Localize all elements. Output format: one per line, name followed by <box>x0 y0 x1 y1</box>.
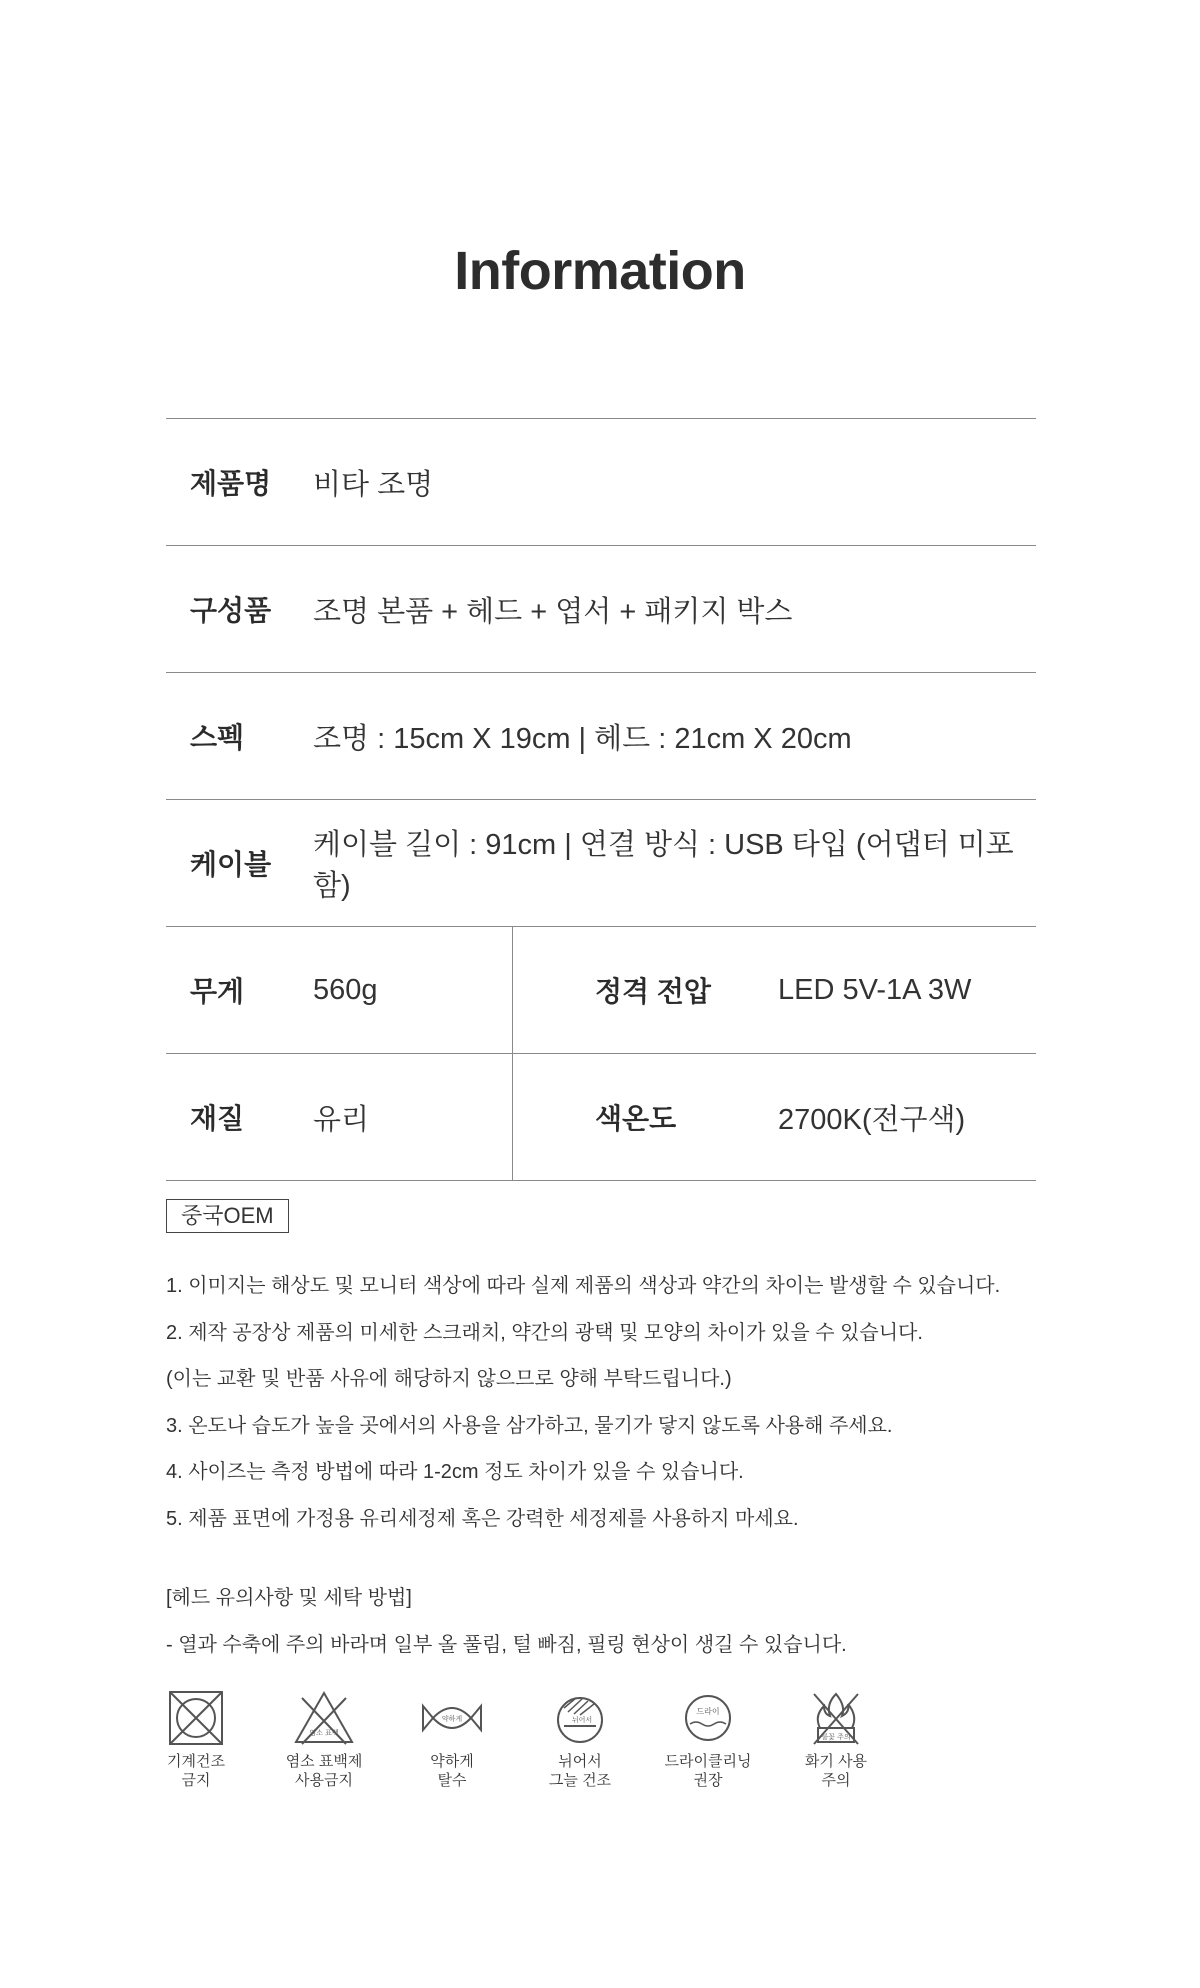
care-item-gentle-wring <box>387 1690 517 1790</box>
icon-inner-text: 불꽃 주의 <box>821 1733 851 1741</box>
care-item-dry-clean <box>643 1690 773 1790</box>
note-item: 2. 제작 공장상 제품의 미세한 스크래치, 약간의 광택 및 모양의 차이가 있을 수 있습니다. <box>166 1321 923 1344</box>
column-divider <box>512 1054 513 1180</box>
column-divider <box>512 927 513 1053</box>
care-item-no-bleach <box>259 1690 389 1790</box>
care-label-line2: 탈수 <box>437 1772 467 1789</box>
care-label-line1: 드라이클리닝 <box>664 1753 752 1770</box>
spec-value: 조명 본품 + 헤드 + 엽서 + 패키지 박스 <box>313 595 793 628</box>
care-label-line1: 염소 표백제 <box>285 1753 363 1770</box>
icon-inner-text: 뉘어서 <box>571 1716 593 1724</box>
spec-label: 무게 <box>190 976 245 1007</box>
note-item: 3. 온도나 습도가 높을 곳에서의 사용을 삼가하고, 물기가 닿지 않도록 사용해 주세요. <box>166 1414 893 1437</box>
care-item-fire-caution <box>771 1690 901 1790</box>
spec-row-product-name <box>166 419 1036 546</box>
care-label-line1: 기계건조 <box>167 1753 225 1770</box>
care-label-line2: 사용금지 <box>295 1772 353 1789</box>
spec-label: 구성품 <box>190 595 272 626</box>
flat-shade-dry-icon <box>550 1690 610 1746</box>
dry-clean-icon <box>678 1690 738 1746</box>
spec-value: 비타 조명 <box>313 468 434 501</box>
care-item-no-tumble-dry <box>131 1690 261 1790</box>
spec-value: 2700K(전구색) <box>778 1103 966 1136</box>
spec-value: 조명 : 15cm X 19cm | 헤드 : 21cm X 20cm <box>313 722 852 755</box>
spec-row-material-color-temp <box>166 1054 1036 1181</box>
note-item: 4. 사이즈는 측정 방법에 따라 1-2cm 정도 차이가 있을 수 있습니다. <box>166 1461 744 1483</box>
spec-row-weight-voltage <box>166 927 1036 1054</box>
care-item-flat-shade-dry <box>515 1690 645 1790</box>
note-item: (이는 교환 및 반품 사유에 해당하지 않으므로 양해 부탁드립니다.) <box>166 1368 732 1390</box>
spec-label: 스펙 <box>190 722 245 753</box>
note-item: 5. 제품 표면에 가정용 유리세정제 혹은 강력한 세정제를 사용하지 마세요. <box>166 1507 799 1530</box>
icon-inner-text: 약하게 <box>441 1715 463 1723</box>
spec-label: 색온도 <box>595 1103 677 1134</box>
head-care-title: [헤드 유의사항 및 세탁 방법] <box>166 1587 412 1609</box>
icon-inner-text: 드라이 <box>696 1707 720 1716</box>
spec-row-size <box>166 673 1036 800</box>
origin-badge: 중국OEM <box>166 1199 289 1233</box>
spec-value: 560g <box>313 973 378 1006</box>
care-label-line2: 금지 <box>181 1772 211 1789</box>
spec-label: 정격 전압 <box>595 976 711 1007</box>
notes-list <box>166 1272 1066 1551</box>
care-icons <box>0 1690 1200 1810</box>
spec-value: LED 5V-1A 3W <box>778 973 972 1006</box>
note-item: 1. 이미지는 해상도 및 모니터 색상에 따라 실제 제품의 색상과 약간의 차이는 발생할 수 있습니다. <box>166 1275 1001 1297</box>
icon-inner-text: 염소 표백 <box>309 1729 339 1737</box>
spec-value: 유리 <box>313 1103 370 1136</box>
spec-value: 케이블 길이 : 91cm | 연결 방식 : USB 타입 (어댑터 미포함) <box>313 829 1014 902</box>
spec-label: 재질 <box>190 1103 245 1134</box>
spec-label: 케이블 <box>190 849 272 880</box>
gentle-wring-icon <box>419 1690 485 1746</box>
spec-row-cable <box>166 800 1036 927</box>
spec-label: 제품명 <box>190 468 272 499</box>
care-label-line1: 뉘어서 <box>558 1753 602 1770</box>
page-title: Information <box>454 241 746 301</box>
care-label-line1: 화기 사용 <box>804 1753 868 1770</box>
spec-row-components <box>166 546 1036 673</box>
head-care-description: - 열과 수축에 주의 바라며 일부 올 풀림, 털 빠짐, 필링 현상이 생길 수 있습니다. <box>166 1634 847 1656</box>
care-label-line2: 권장 <box>693 1772 723 1789</box>
fire-caution-icon <box>806 1690 866 1746</box>
spec-table <box>166 418 1036 1181</box>
care-label-line2: 주의 <box>821 1772 851 1789</box>
no-tumble-dry-icon <box>166 1690 226 1746</box>
care-label-line2: 그늘 건조 <box>548 1772 612 1789</box>
no-bleach-icon <box>292 1690 356 1746</box>
care-label-line1: 약하게 <box>430 1753 474 1770</box>
